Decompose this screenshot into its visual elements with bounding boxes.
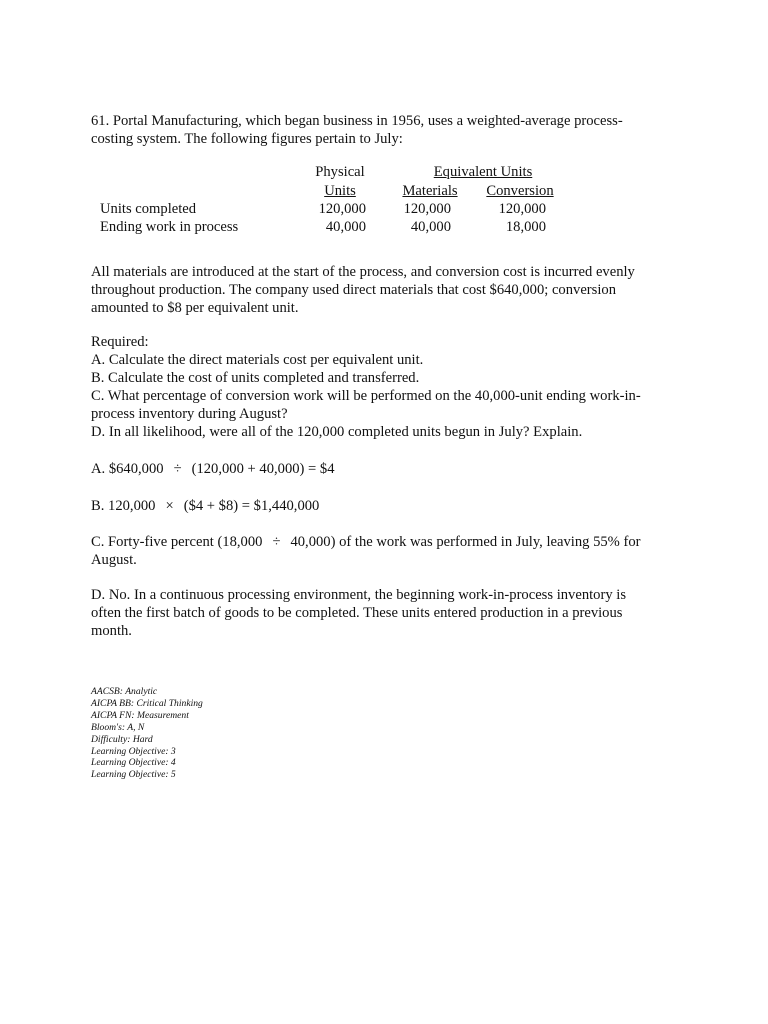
header-equivalent-units: [428, 163, 538, 181]
header-physical-units: [310, 182, 370, 200]
metadata-line: Learning Objective: 4: [91, 757, 176, 769]
question-metadata: [91, 686, 203, 781]
metadata-line: AACSB: Analytic: [91, 686, 158, 697]
answer-c: [91, 533, 691, 569]
answer-a-right: (120,000 + 40,000) = $4: [191, 461, 335, 477]
answer-c-line2: August.: [91, 552, 137, 568]
question-intro-line: costing system. The following figures pertain to July:: [91, 131, 403, 147]
row-physical: 40,000: [325, 219, 366, 235]
metadata-line: Learning Objective: 5: [91, 769, 176, 781]
required-item: A. Calculate the direct materials cost per equivalent unit.: [91, 352, 424, 368]
answer-c-right: 40,000) of the work was performed in July, leaving 55% for: [290, 534, 641, 550]
header-physical-units-text: Units: [324, 183, 356, 199]
question-intro: [91, 112, 691, 148]
answer-a: [91, 460, 691, 478]
question-body-line: amounted to $8 per equivalent unit.: [91, 300, 299, 316]
multiply-symbol: ×: [165, 498, 174, 514]
answer-c-line: [91, 533, 691, 551]
answer-d-line: often the first batch of goods to be completed. These units entered production in a previous: [91, 605, 623, 621]
row-materials: 40,000: [410, 219, 451, 235]
row-physical: 120,000: [318, 201, 366, 217]
question-body-line: All materials are introduced at the start of the process, and conversion cost is incurred evenly: [91, 264, 635, 280]
header-conversion: [480, 182, 560, 200]
required-section: [91, 333, 691, 441]
units-table: [100, 163, 570, 243]
answer-b-right: ($4 + $8) = $1,440,000: [183, 498, 320, 514]
metadata-line: Bloom's: A, N: [91, 721, 145, 733]
divide-symbol: ÷: [272, 534, 281, 550]
metadata-line: AICPA FN: Measurement: [91, 709, 189, 721]
header-equivalent-units-text: Equivalent Units: [433, 164, 533, 180]
row-label: Units completed: [100, 201, 197, 217]
header-materials-text: Materials: [402, 183, 458, 199]
row-conversion: 18,000: [505, 219, 546, 235]
row-conversion: 120,000: [498, 201, 546, 217]
answer-d-line: month.: [91, 623, 132, 639]
answer-b-left: B. 120,000: [91, 498, 156, 514]
required-item: B. Calculate the cost of units completed and transferred.: [91, 370, 420, 386]
row-label: Ending work in process: [100, 219, 239, 235]
required-item: D. In all likelihood, were all of the 120,000 completed units begun in July? Explain.: [91, 424, 583, 440]
header-materials: [395, 182, 465, 200]
required-item: C. What percentage of conversion work will be performed on the 40,000-unit ending work-in-: [91, 388, 641, 404]
answer-a-line: [91, 460, 691, 478]
header-physical: Physical: [315, 164, 365, 180]
answer-b: [91, 497, 691, 515]
question-body: [91, 263, 691, 317]
answer-d-line: D. No. In a continuous processing environment, the beginning work-in-process inventory is: [91, 587, 627, 603]
divide-symbol: ÷: [173, 461, 182, 477]
metadata-line: AICPA BB: Critical Thinking: [91, 697, 203, 709]
answer-d: [91, 586, 691, 640]
metadata-line: Difficulty: Hard: [91, 733, 153, 745]
header-conversion-text: Conversion: [486, 183, 554, 199]
answer-c-left: C. Forty-five percent (18,000: [91, 534, 263, 550]
question-body-line: throughout production. The company used direct materials that cost $640,000; conversion: [91, 282, 616, 298]
row-materials: 120,000: [403, 201, 451, 217]
answer-b-line: [91, 497, 691, 515]
question-intro-line: 61. Portal Manufacturing, which began business in 1956, uses a weighted-average process-: [91, 113, 623, 129]
answer-a-left: A. $640,000: [91, 461, 164, 477]
required-heading: Required:: [91, 334, 149, 350]
required-item: process inventory during August?: [91, 406, 288, 422]
metadata-line: Learning Objective: 3: [91, 745, 176, 757]
